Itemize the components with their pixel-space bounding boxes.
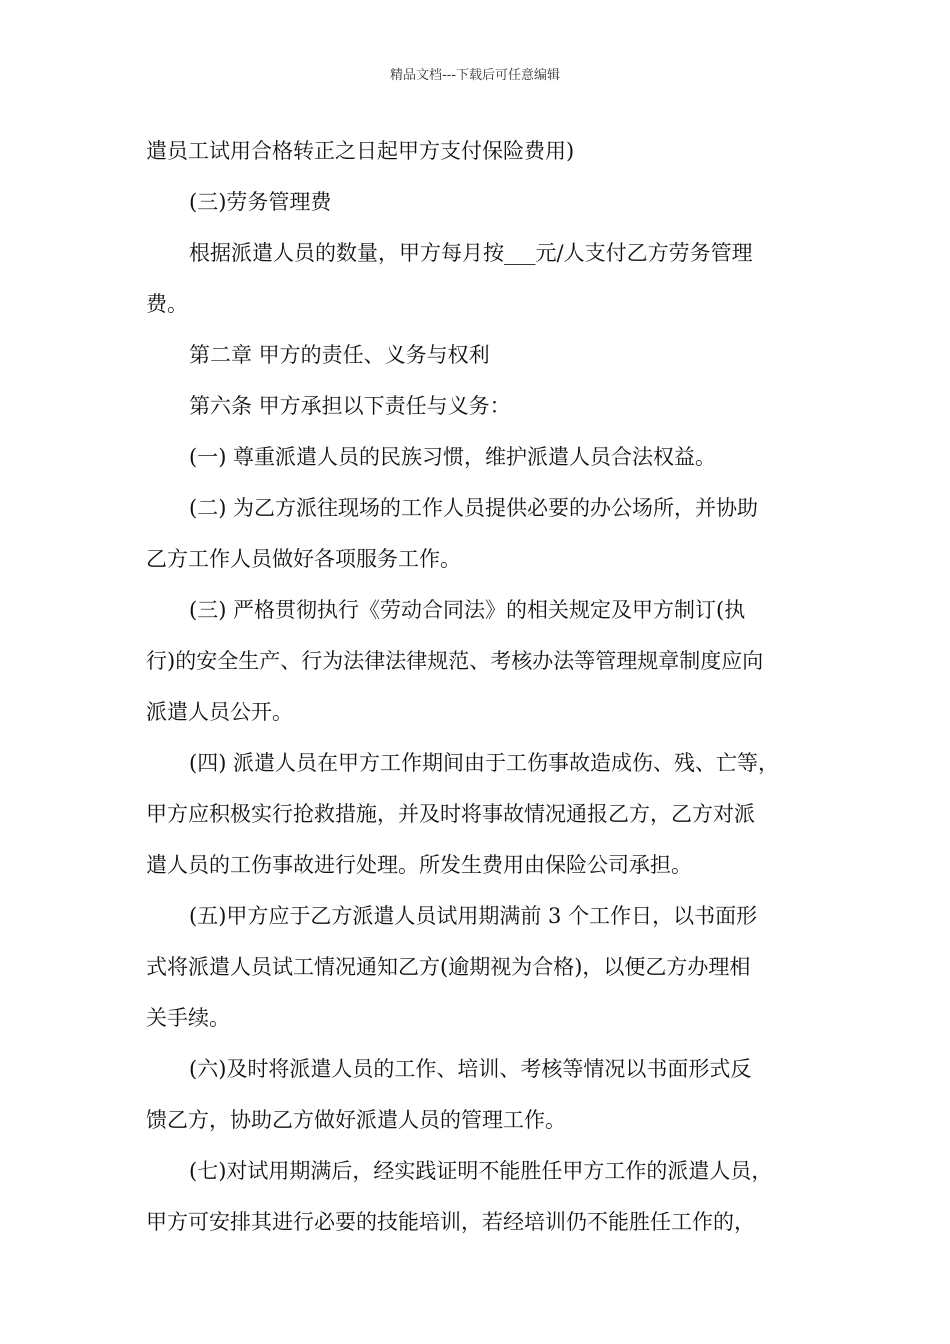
page-header: 精品文档---下载后可任意编辑 [389,68,561,83]
text-line: (七)对试用期满后，经实践证明不能胜任甲方工作的派遣人员， [189,1159,773,1183]
text-line: 行)的安全生产、行为法律法律规范、考核办法等管理规章制度应向 [146,649,764,673]
text-line: 式将派遣人员试工情况通知乙方(逾期视为合格)，以便乙方办理相 [146,955,751,979]
text-line: 甲方应积极实行抢救措施，并及时将事故情况通报乙方，乙方对派 [146,802,755,826]
text-line: 关手续。 [146,1006,230,1030]
text-line: 甲方可安排其进行必要的技能培训，若经培训仍不能胜任工作的， [146,1210,755,1234]
chapter-heading: 第二章 甲方的责任、义务与权利 [189,343,490,367]
text-line: (四) 派遣人员在甲方工作期间由于工伤事故造成伤、残、亡等， [189,751,780,775]
article-heading: 第六条 甲方承担以下责任与义务： [189,394,511,418]
text-line: 遣人员的工伤事故进行处理。所发生费用由保险公司承担。 [146,853,692,877]
text-line: 根据派遣人员的数量，甲方每月按___元/人支付乙方劳务管理 [189,241,753,265]
text-line: (三)劳务管理费 [189,190,332,214]
text-line: (六)及时将派遣人员的工作、培训、考核等情况以书面形式反 [189,1057,752,1081]
document-body [146,133,810,1255]
text-line: (二) 为乙方派往现场的工作人员提供必要的办公场所，并协助 [189,496,759,520]
text-line: 遣员工试用合格转正之日起甲方支付保险费用) [146,139,575,163]
text-line: 馈乙方，协助乙方做好派遣人员的管理工作。 [146,1108,566,1132]
text-line: 乙方工作人员做好各项服务工作。 [146,547,461,571]
text-line: (一) 尊重派遣人员的民族习惯，维护派遣人员合法权益。 [189,445,717,469]
text-line: 派遣人员公开。 [146,700,293,724]
text-line: 费。 [146,292,188,316]
text-line: (三) 严格贯彻执行《劳动合同法》的相关规定及甲方制订(执 [189,598,746,622]
text-line: (五)甲方应于乙方派遣人员试用期满前 3 个工作日，以书面形 [189,904,758,928]
